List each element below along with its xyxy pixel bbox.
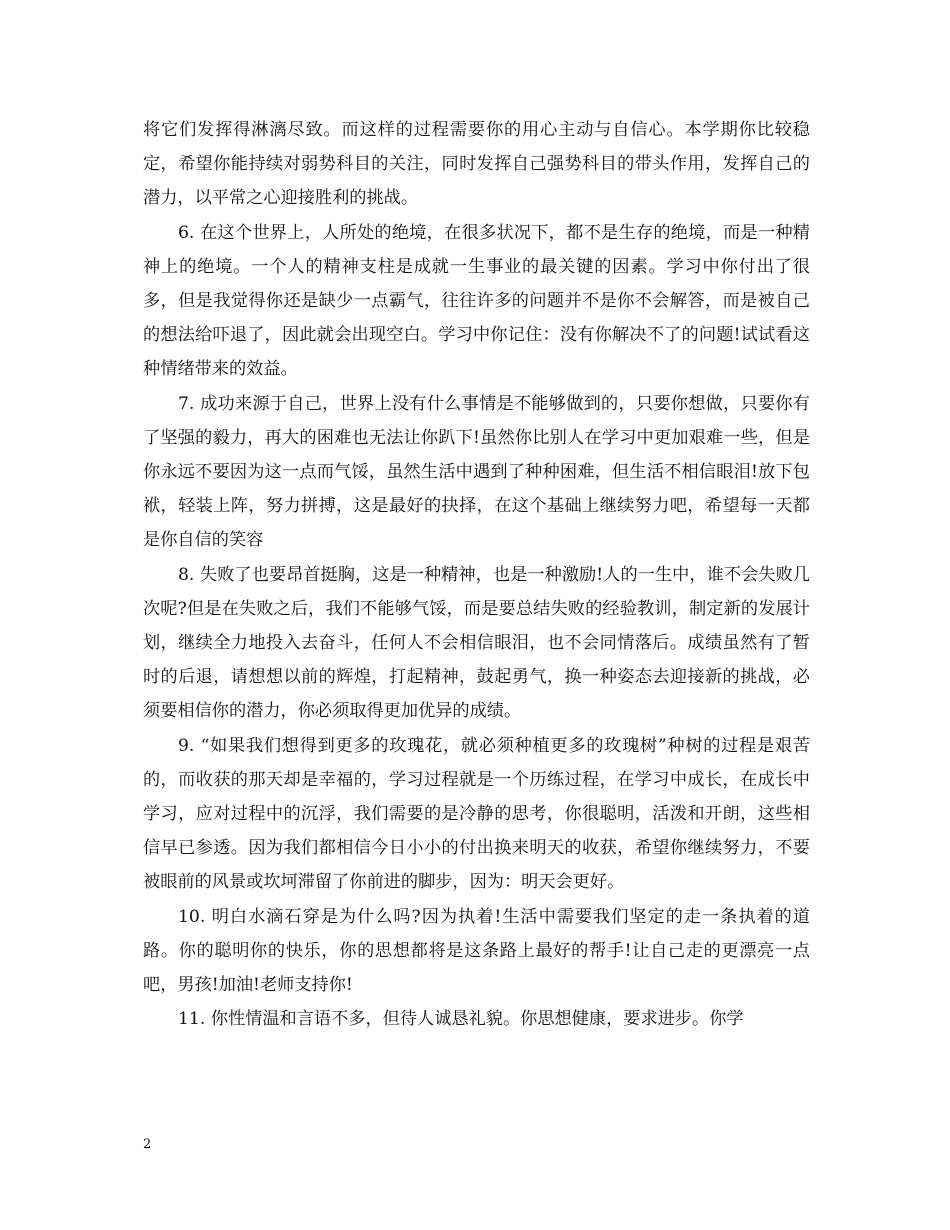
paragraph-item-6: 6. 在这个世界上，人所处的绝境，在很多状况下，都不是生存的绝境，而是一种精神上的绝境。一个人的精神支柱是成就一生事业的最关键的因素。学习中你付出了很多，但是我觉得你还是缺少一点霸气，往往许多的问题并不是你不会解答，而是被自己的想法给吓退了，因此就会出现空白。学习中你记住：没有你解决不了的问题!试试看这种情绪带来的效益。 <box>143 222 810 380</box>
page-number: 2 <box>143 1137 152 1152</box>
body-text <box>143 113 810 1036</box>
paragraph-item-11: 11. 你性情温和言语不多，但待人诚恳礼貌。你思想健康，要求进步。你学 <box>178 1009 744 1030</box>
paragraph-item-7: 7. 成功来源于自己，世界上没有什么事情是不能够做到的，只要你想做，只要你有了坚强的毅力，再大的困难也无法让你趴下!虽然你比别人在学习中更加艰难一些，但是你永远不要因为这一点而气馁，虽然生活中遇到了种种困难，但生活不相信眼泪!放下包袱，轻装上阵，努力拼搏，这是最好的抉择，在这个基础上继续努力吧，希望每一天都是你自信的笑容 <box>143 393 810 551</box>
paragraph-item-9: 9. “如果我们想得到更多的玫瑰花，就必须种植更多的玫瑰树”种树的过程是艰苦的，而收获的那天却是幸福的，学习过程就是一个历练过程，在学习中成长，在成长中学习，应对过程中的沉浮，我们需要的是冷静的思考，你很聪明，活泼和开朗，这些相信早已参透。因为我们都相信今日小小的付出换来明天的收获，希望你继续努力，不要被眼前的风景或坎坷滞留了你前进的脚步，因为：明天会更好。 <box>143 735 810 893</box>
paragraph-item-10: 10. 明白水滴石穿是为什么吗?因为执着!生活中需要我们坚定的走一条执着的道路。你的聪明你的快乐，你的思想都将是这条路上最好的帮手!让自己走的更漂亮一点吧，男孩!加油!老师支持你! <box>143 906 810 996</box>
paragraph-item-8: 8. 失败了也要昂首挺胸，这是一种精神，也是一种激励!人的一生中，谁不会失败几次呢?但是在失败之后，我们不能够气馁，而是要总结失败的经验教训，制定新的发展计划，继续全力地投入去奋斗，任何人不会相信眼泪，也不会同情落后。成绩虽然有了暂时的后退，请想想以前的辉煌，打起精神，鼓起勇气，换一种姿态去迎接新的挑战，必须要相信你的潜力，你必须取得更加优异的成绩。 <box>143 564 810 722</box>
paragraph-continuation: 将它们发挥得淋漓尽致。而这样的过程需要你的用心主动与自信心。本学期你比较稳定，希望你能持续对弱势科目的关注，同时发挥自己强势科目的带头作用，发挥自己的潜力，以平常之心迎接胜利的挑战。 <box>143 120 810 209</box>
